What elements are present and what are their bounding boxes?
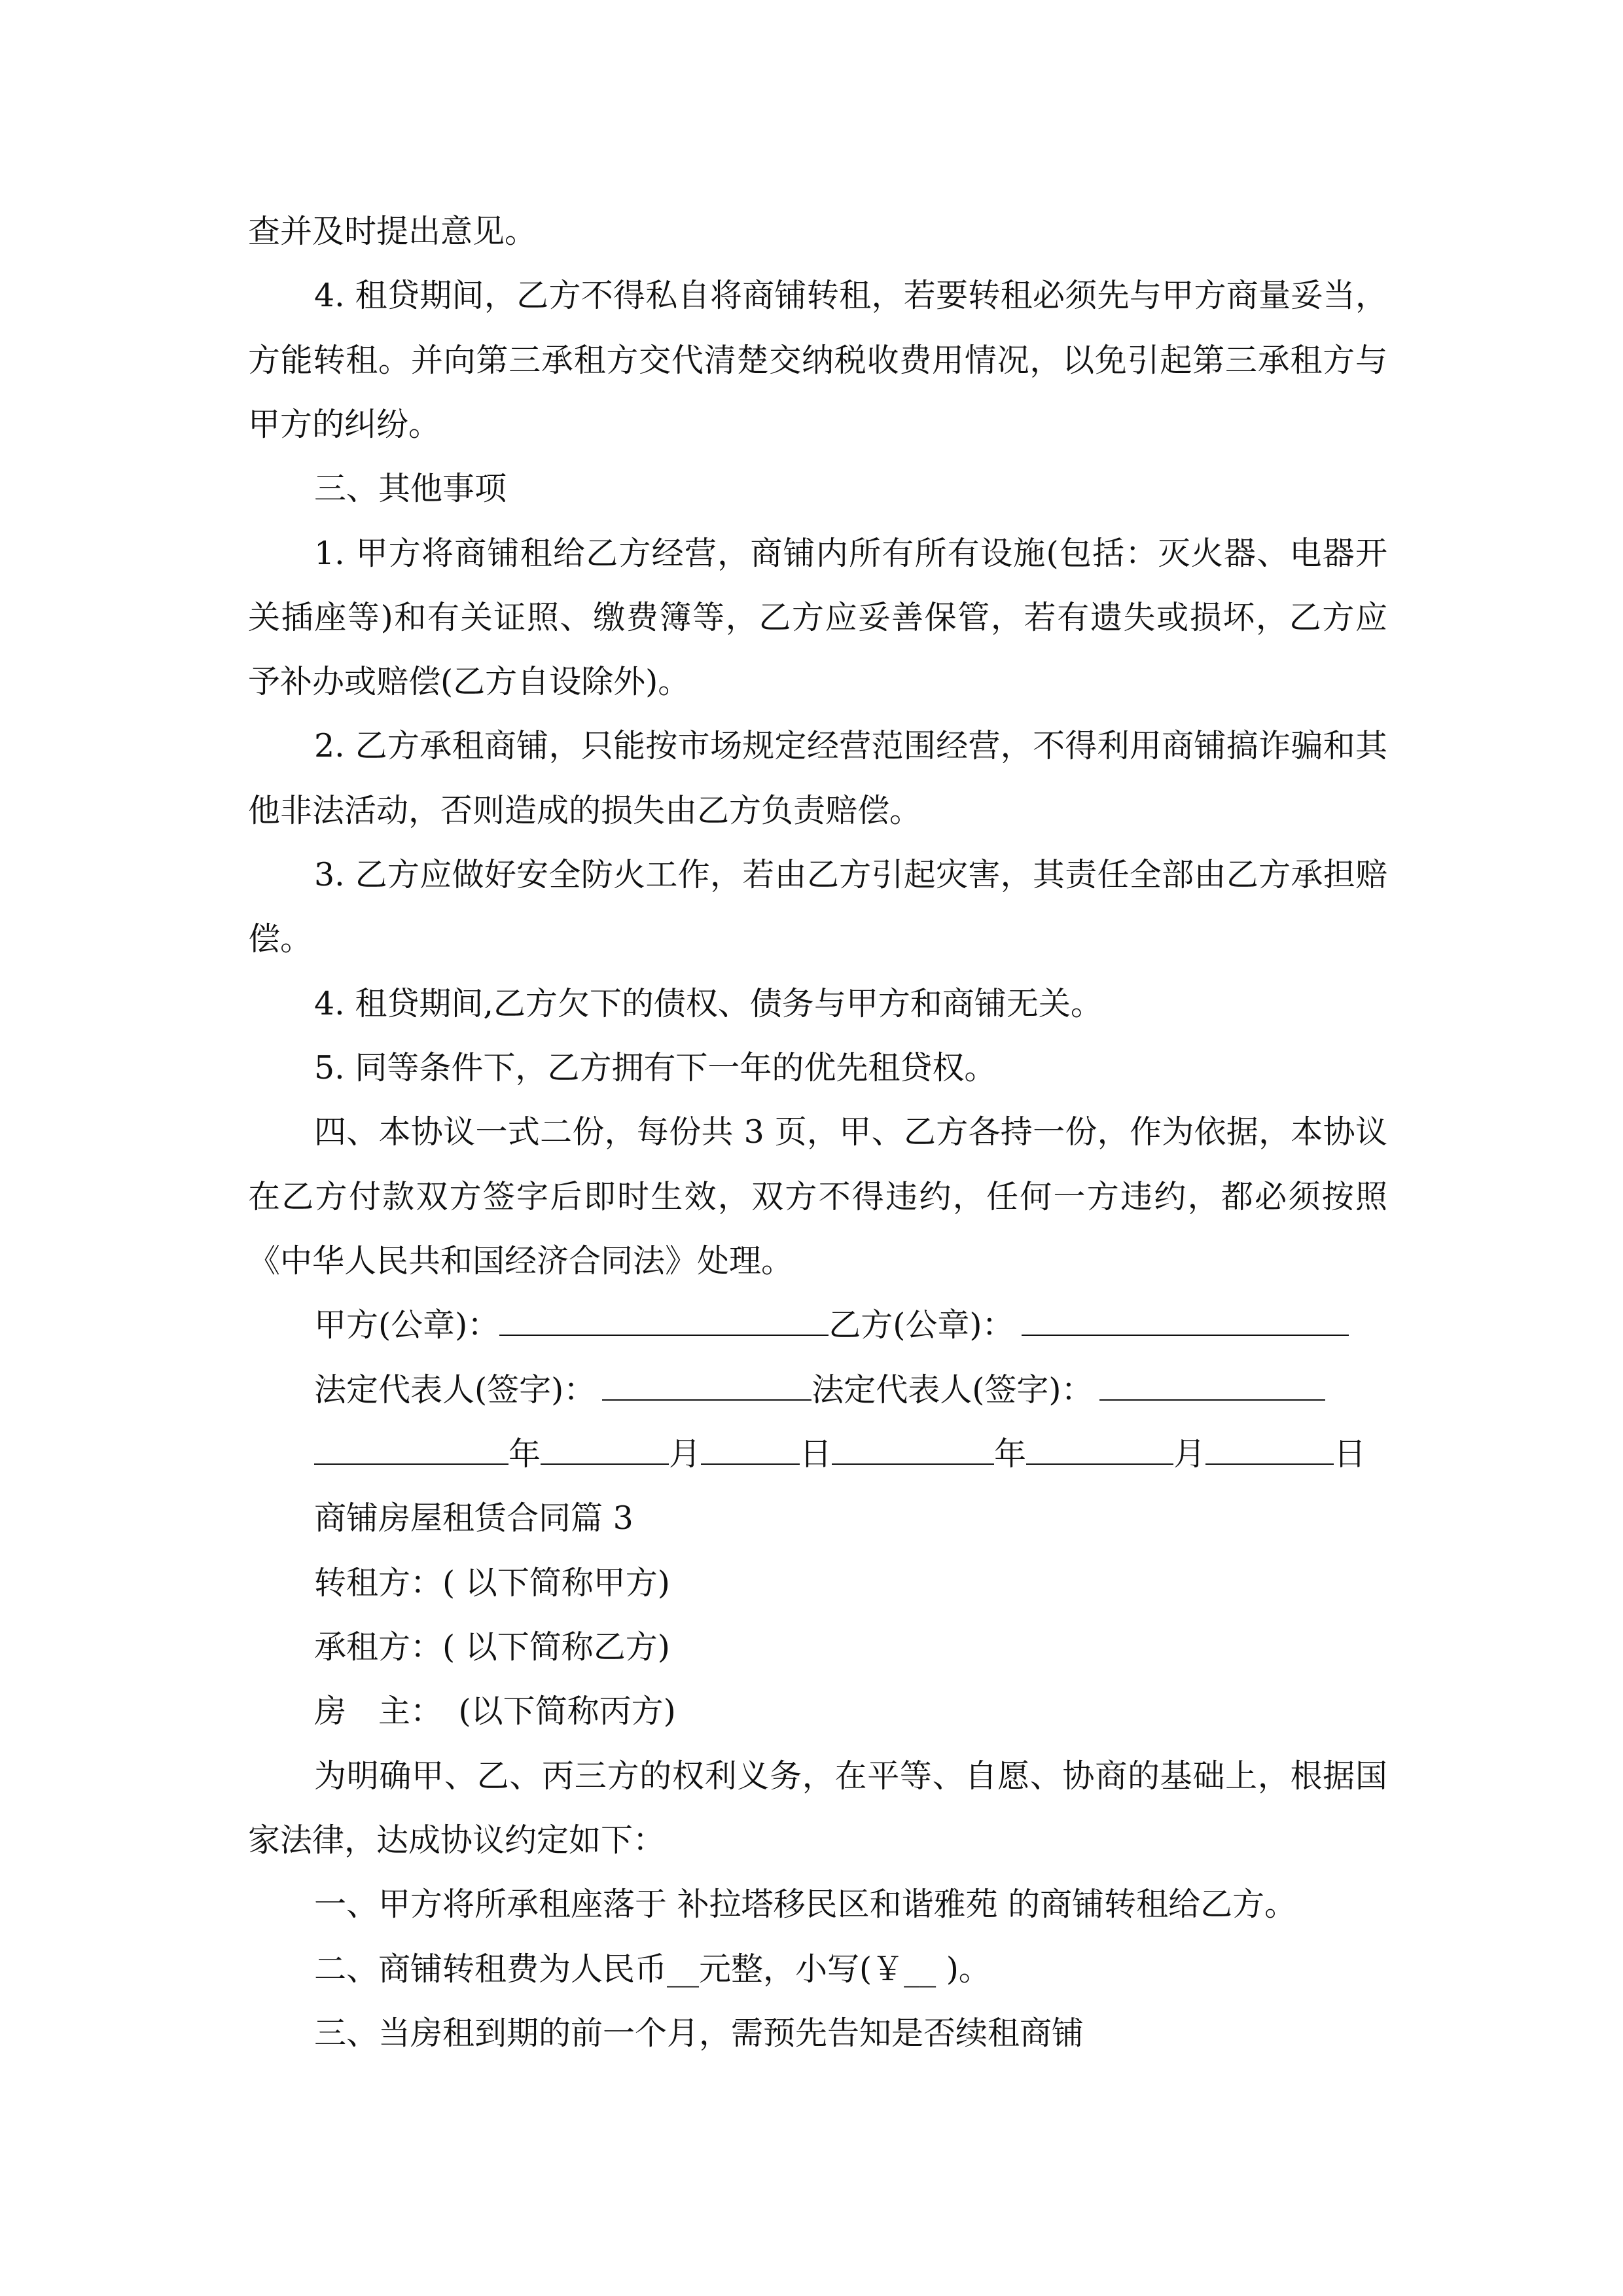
paragraph-line: 《中华人民共和国经济合同法》处理。 — [248, 1242, 794, 1280]
rep-b-blank — [1099, 1359, 1325, 1401]
paragraph-line: 予补办或赔偿(乙方自设除外)。 — [248, 663, 690, 700]
section-heading: 三、其他事项 — [314, 470, 507, 507]
signature-row-date — [314, 1422, 1366, 1486]
month-b-blank — [1026, 1423, 1173, 1465]
paragraph-line: 5. 同等条件下，乙方拥有下一年的优先租贷权。 — [314, 1049, 997, 1086]
paragraph-line: 1. 甲方将商铺租给乙方经营，商铺内所有所有设施(包括：灭火器、电器开 — [314, 535, 1387, 572]
day-a-label: 日 — [800, 1435, 832, 1473]
party-line: 转租方：( 以下简称甲方) — [314, 1564, 670, 1602]
party-line: 承租方：( 以下简称乙方) — [314, 1628, 670, 1666]
year-b-label: 年 — [994, 1435, 1027, 1473]
signature-row-seal — [314, 1293, 1349, 1357]
year-a-label: 年 — [508, 1435, 541, 1473]
paragraph-line: 2. 乙方承租商铺，只能按市场规定经营范围经营，不得利用商铺搞诈骗和其 — [314, 727, 1387, 764]
paragraph-line: 他非法活动，否则造成的损失由乙方负责赔偿。 — [248, 792, 922, 829]
rep-a-blank — [602, 1359, 812, 1401]
paragraph-line: 4. 租贷期间，乙方不得私自将商铺转租，若要转租必须先与甲方商量妥当， — [314, 277, 1387, 314]
month-b-label: 月 — [1173, 1435, 1206, 1473]
clause-line: 二、商铺转租费为人民币__元整，小写(￥__ )。 — [314, 1950, 991, 1988]
paragraph-line: 家法律，达成协议约定如下： — [248, 1821, 666, 1859]
clause-line: 三、当房租到期的前一个月，需预先告知是否续租商铺 — [314, 2015, 1084, 2052]
party-a-seal-blank — [499, 1294, 829, 1336]
section-title: 商铺房屋租赁合同篇 3 — [314, 1499, 633, 1537]
paragraph-line: 关插座等)和有关证照、缴费簿等，乙方应妥善保管，若有遗失或损坏，乙方应 — [248, 599, 1387, 636]
paragraph-line: 查并及时提出意见。 — [248, 213, 537, 250]
party-a-seal-label: 甲方(公章)： — [314, 1306, 500, 1344]
clause-line: 一、甲方将所承租座落于 补拉塔移民区和谐雅苑 的商铺转租给乙方。 — [314, 1886, 1297, 1923]
year-b-blank — [832, 1423, 994, 1465]
month-a-blank — [541, 1423, 669, 1465]
rep-a-label: 法定代表人(签字)： — [314, 1371, 596, 1408]
paragraph-line: 为明确甲、乙、丙三方的权利义务，在平等、自愿、协商的基础上，根据国 — [314, 1757, 1387, 1795]
month-a-label: 月 — [669, 1435, 702, 1473]
paragraph-line: 四、本协议一式二份，每份共 3 页，甲、乙方各持一份，作为依据，本协议 — [314, 1113, 1387, 1151]
paragraph-line: 甲方的纠纷。 — [248, 406, 441, 443]
paragraph-line: 4. 租贷期间,乙方欠下的债权、债务与甲方和商铺无关。 — [314, 985, 1103, 1022]
party-b-seal-label: 乙方(公章)： — [829, 1306, 1014, 1344]
rep-b-label: 法定代表人(签字)： — [812, 1371, 1094, 1408]
party-line: 房 主： (以下简称丙方) — [314, 1693, 676, 1730]
day-a-blank — [701, 1423, 800, 1465]
paragraph-line: 3. 乙方应做好安全防火工作，若由乙方引起灾害，其责任全部由乙方承担赔 — [314, 856, 1387, 893]
paragraph-line: 偿。 — [248, 920, 313, 958]
paragraph-line: 在乙方付款双方签字后即时生效，双方不得违约，任何一方违约，都必须按照 — [248, 1178, 1387, 1215]
party-b-seal-blank — [1022, 1294, 1349, 1336]
day-b-label: 日 — [1334, 1435, 1366, 1473]
year-a-blank — [314, 1423, 508, 1465]
day-b-blank — [1205, 1423, 1334, 1465]
signature-row-representative — [314, 1358, 1325, 1422]
paragraph-line: 方能转租。并向第三承租方交代清楚交纳税收费用情况，以免引起第三承租方与 — [248, 342, 1387, 379]
